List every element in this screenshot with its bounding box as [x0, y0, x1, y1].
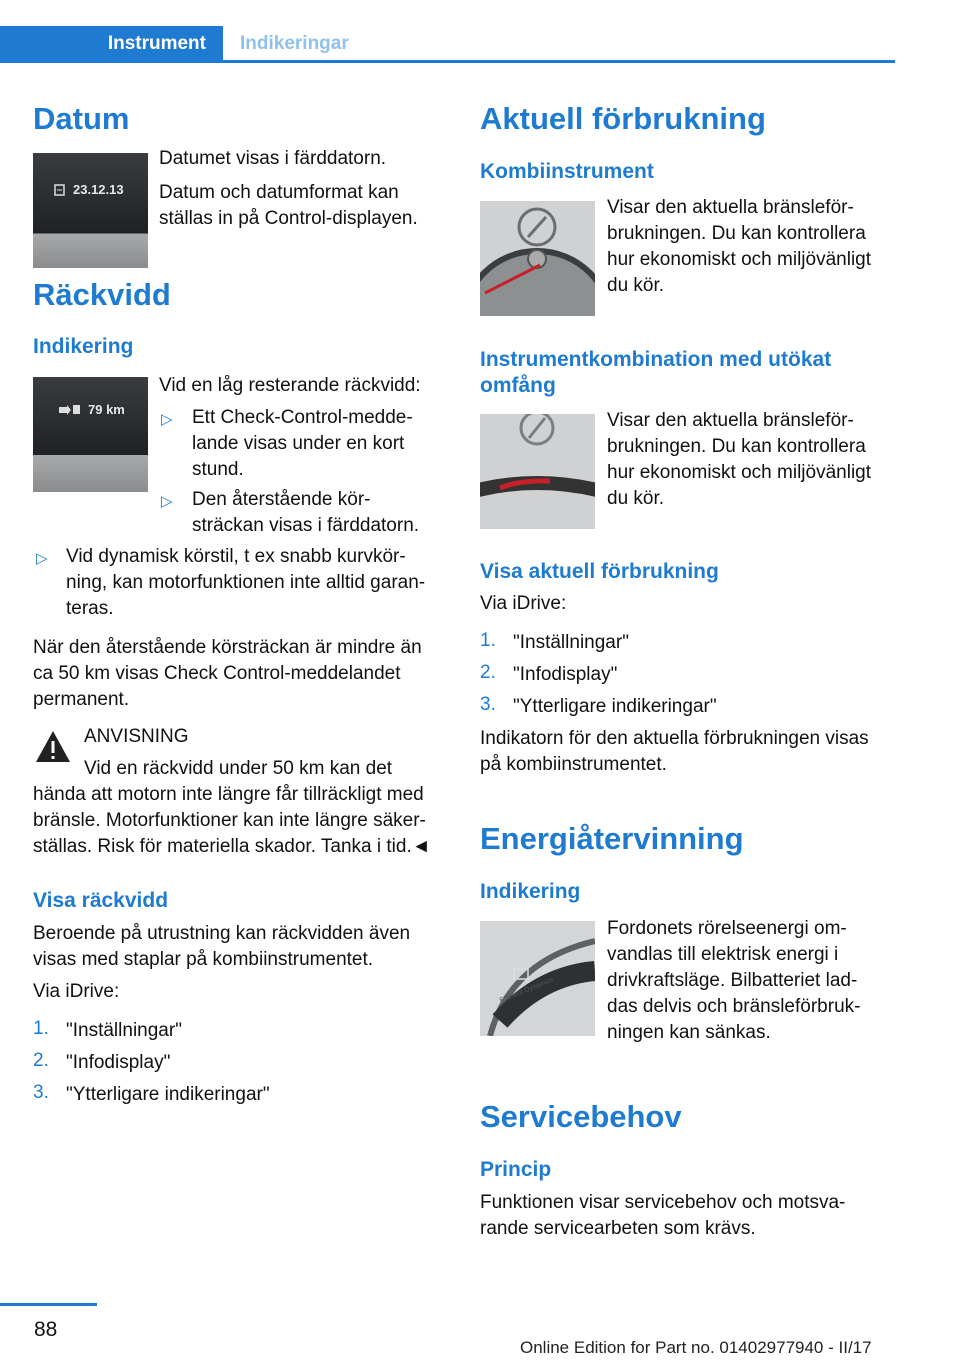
energi-l4: das delvis och bränsleförbruk-: [607, 996, 861, 1017]
step-number: 1.: [33, 1018, 49, 1039]
datum-heading: Datum: [33, 101, 130, 136]
s1-l3: hur ekonomiskt och miljövänligt: [607, 249, 872, 270]
s1-l1: Visar den aktuella bränsleför-: [607, 197, 854, 218]
rackvidd-b3-l1: Vid dynamisk körstil, t ex snabb kurvkör-: [66, 546, 406, 567]
bullet-triangle-icon: ▷: [161, 411, 173, 428]
warning-icon: [33, 727, 73, 767]
rackvidd-b1-l2: lande visas under en kort: [192, 433, 405, 454]
energi-subheading: Indikering: [480, 880, 581, 903]
rackvidd-display-text: 79 km: [88, 402, 125, 417]
energi-l1: Fordonets rörelseenergi om-: [607, 918, 847, 939]
step-number: 2.: [33, 1050, 49, 1071]
tab-indikeringar[interactable]: Indikeringar: [240, 33, 349, 54]
service-l1: Funktionen visar servicebehov och motsva-: [480, 1192, 846, 1213]
s2-l3: hur ekonomiskt och miljövänligt: [607, 462, 872, 483]
rackvidd-b1-l3: stund.: [192, 459, 244, 480]
step-text: "Inställningar": [66, 1020, 182, 1041]
energi-l3: drivkraftsläge. Bilbatteriet lad-: [607, 970, 858, 991]
step-number: 2.: [480, 662, 496, 683]
service-heading: Servicebehov: [480, 1099, 682, 1134]
s1-l2: brukningen. Du kan kontrollera: [607, 223, 866, 244]
rackvidd-b2-l1: Den återstående kör-: [192, 489, 371, 510]
visa-aktuell-p-l1: Indikatorn för den aktuella förbrukningen visas: [480, 728, 869, 749]
visa-rackvidd-heading: Visa räckvidd: [33, 889, 169, 912]
rackvidd-b3-l2: ning, kan motorfunktionen inte alltid garan-: [66, 572, 426, 593]
gauge-image-1: [480, 201, 595, 316]
rackvidd-intro: Vid en låg resterande räckvidd:: [159, 375, 421, 396]
tab-instrument-label: Instrument: [107, 33, 206, 54]
gauge-dial-icon: [480, 414, 595, 529]
efficient-dynamics-label: Efficient Dynamics: [498, 976, 555, 1005]
rackvidd-b2-l2: sträckan visas i färddatorn.: [192, 515, 420, 536]
s2-l4: du kör.: [607, 488, 665, 509]
rackvidd-display-image: [33, 377, 148, 492]
step-text: "Ytterligare indikeringar": [66, 1084, 270, 1105]
visa-rackvidd-p-l2: visas med staplar på kombiinstrumentet.: [33, 949, 374, 970]
step-number: 3.: [480, 694, 496, 715]
fuel-pump-icon: [33, 377, 148, 492]
efficient-dynamics-gauge-icon: [480, 921, 595, 1036]
kombiinstrument-subheading: Kombiinstrument: [480, 160, 654, 183]
rackvidd-heading: Räckvidd: [33, 277, 171, 312]
visa-aktuell-via: Via iDrive:: [480, 593, 567, 614]
rackvidd-b1-l1: Ett Check-Control-medde-: [192, 407, 413, 428]
footer-rule: [0, 1303, 97, 1306]
step-number: 3.: [33, 1082, 49, 1103]
rackvidd-b3-l3: teras.: [66, 598, 114, 619]
step-text: "Ytterligare indikeringar": [513, 696, 717, 717]
step-text: "Infodisplay": [66, 1052, 171, 1073]
rackvidd-subheading: Indikering: [33, 335, 134, 358]
tab-instrument[interactable]: [0, 26, 223, 61]
s1-l4: du kör.: [607, 275, 665, 296]
visa-rackvidd-p-l1: Beroende på utrustning kan räckvidden även: [33, 923, 411, 944]
bullet-triangle-icon: ▷: [161, 493, 173, 510]
rackvidd-para-l3: permanent.: [33, 689, 130, 710]
gauge-image-2: [480, 414, 595, 529]
header-bar: [0, 0, 895, 64]
service-subheading: Princip: [480, 1158, 552, 1181]
datum-display-text: 23.12.13: [73, 182, 124, 197]
rackvidd-para-l1: När den återstående körsträckan är mindre än: [33, 637, 422, 658]
rackvidd-para-l2: ca 50 km visas Check Control-meddelandet: [33, 663, 401, 684]
calendar-icon: [33, 153, 148, 268]
s2-l1: Visar den aktuella bränsleför-: [607, 410, 854, 431]
page-number: 88: [34, 1318, 58, 1341]
gauge-dial-icon: [480, 201, 595, 316]
datum-text-1: Datumet visas i färddatorn.: [159, 148, 387, 169]
datum-text-2b: ställas in på Control-displayen.: [159, 208, 418, 229]
bullet-triangle-icon: ▷: [36, 550, 48, 567]
utokat-subheading-l2: omfång: [480, 374, 556, 397]
datum-text-2a: Datum och datumformat kan: [159, 182, 399, 203]
visa-aktuell-heading: Visa aktuell förbrukning: [480, 560, 719, 583]
visa-aktuell-p-l2: på kombiinstrumentet.: [480, 754, 667, 775]
efficient-dynamics-image: [480, 921, 595, 1036]
datum-display-image: [33, 153, 148, 268]
service-l2: rande servicearbeten som krävs.: [480, 1218, 756, 1239]
header-rule: [0, 60, 895, 63]
energi-heading: Energiåtervinning: [480, 821, 744, 856]
utokat-subheading-l1: Instrumentkombination med utökat: [480, 348, 832, 371]
step-text: "Inställningar": [513, 632, 629, 653]
step-text: "Infodisplay": [513, 664, 618, 685]
note-l1: Vid en räckvidd under 50 km kan det: [84, 758, 393, 779]
note-l2: hända att motorn inte längre får tillräckligt med: [33, 784, 424, 805]
step-number: 1.: [480, 630, 496, 651]
note-l4: ställas. Risk för materiella skador. Tanka i tid.◄: [33, 836, 431, 857]
note-l3: bränsle. Motorfunktioner kan inte längre säker-: [33, 810, 426, 831]
energi-l2: vandlas till elektrisk energi i: [607, 944, 839, 965]
visa-rackvidd-via: Via iDrive:: [33, 981, 120, 1002]
energi-l5: ningen kan sänkas.: [607, 1022, 771, 1043]
aktuell-heading: Aktuell förbrukning: [480, 101, 766, 136]
s2-l2: brukningen. Du kan kontrollera: [607, 436, 866, 457]
note-label: ANVISNING: [84, 726, 189, 747]
edition-text: Online Edition for Part no. 01402977940 - II/17: [520, 1338, 872, 1357]
